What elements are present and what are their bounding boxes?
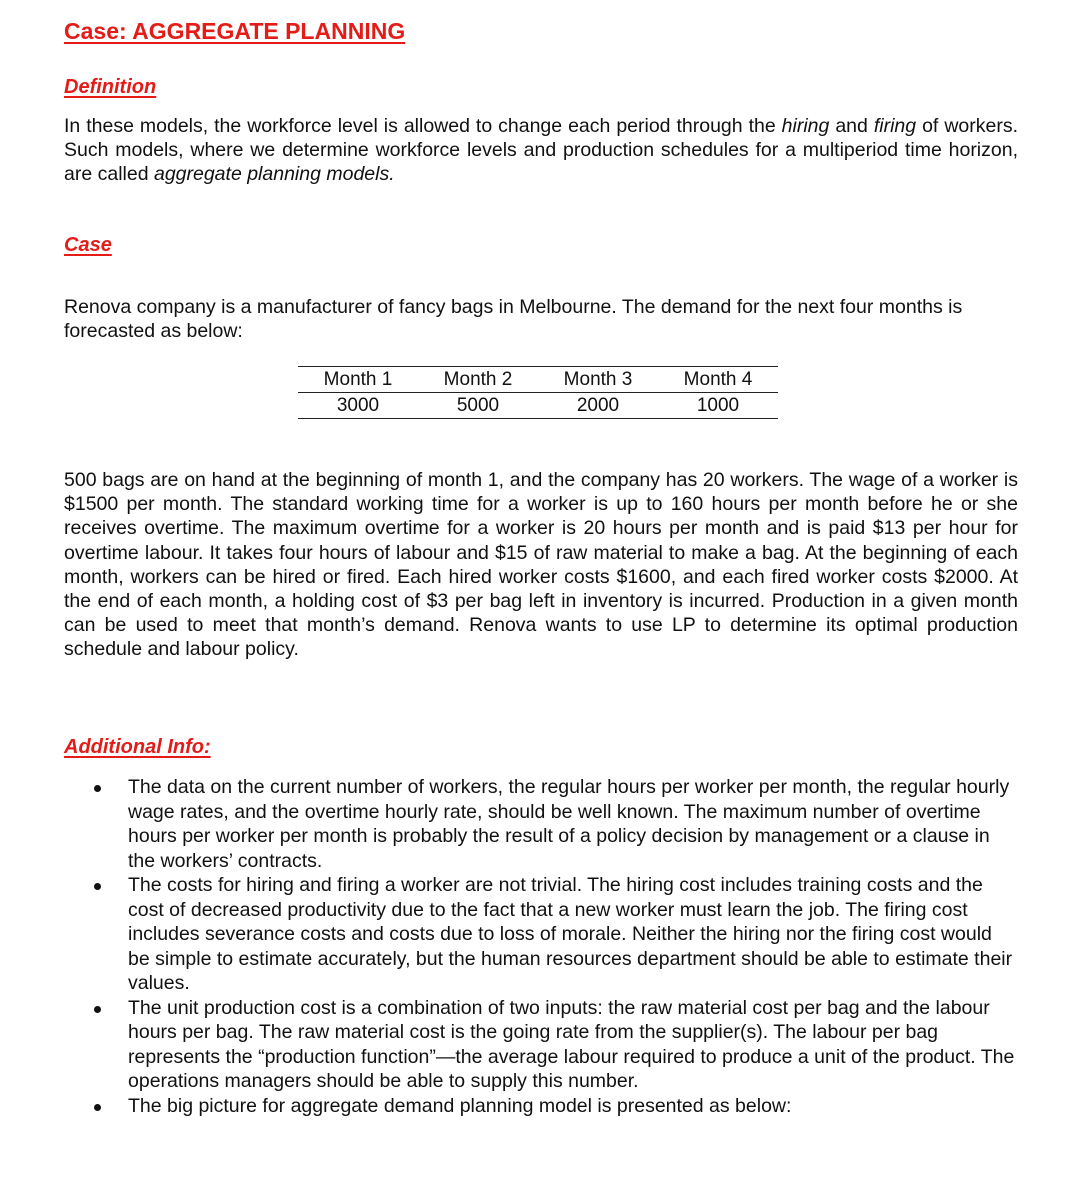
definition-text-part: In these models, the workforce level is allowed to change each period through the (64, 115, 782, 137)
month-2-header: Month 2 (443, 368, 513, 390)
case-title: Case: AGGREGATE PLANNING (64, 18, 406, 44)
case-details-paragraph: 500 bags are on hand at the beginning of month 1, and the company has 20 workers. The wage of a worker is $1500 per month. The standard working time for a worker is up to 160 hours per month before he or she receives overtime. The maximum overtime for a worker is 20 hours per month and is paid $13 per hour for overtime labour. It takes four hours of labour and $15 of raw material to make a bag. At the beginning of each month, workers can be hired or fired. Each hired worker costs $1600, and each fired worker costs $2000. At the end of each month, a holding cost of $3 per bag left in inventory is incurred. Production in a given month can be used to meet that month’s demand. Renova wants to use LP to determine its optimal production schedule and labour policy. (64, 469, 1018, 661)
month-1-demand: 3000 (336, 394, 380, 416)
case-heading: Case (64, 234, 112, 256)
month-2-demand: 5000 (456, 394, 500, 416)
bullet-icon (94, 883, 101, 890)
list-item-text: The big picture for aggregate demand planning model is presented as below: (128, 1094, 792, 1117)
list-item (128, 1094, 1018, 1119)
month-4-demand: 1000 (696, 394, 740, 416)
list-item-text: The data on the current number of workers, the regular hours per worker per month, the regular hourly wage rates, and the overtime hourly rate, should be well known. The maximum number of overtime hours per worker per month is probably the result of a policy decision by management or a clause in the workers’ contracts. (128, 776, 1010, 872)
demand-forecast-table (298, 366, 778, 419)
definition-hiring-term: hiring (781, 115, 830, 137)
list-item (128, 996, 1018, 1094)
definition-firing-term: firing (873, 115, 917, 137)
demand-table-value-row (298, 393, 778, 419)
additional-info-heading: Additional Info: (64, 736, 211, 758)
month-3-demand: 2000 (576, 394, 620, 416)
month-1-header: Month 1 (323, 368, 393, 390)
list-item (128, 873, 1018, 996)
bullet-icon (94, 785, 101, 792)
definition-text-part: of workers. Such models, where we determine workforce levels and production schedules for a multiperiod time horizon, are called (64, 115, 1018, 186)
month-4-header: Month 4 (683, 368, 753, 390)
demand-table-header-row (298, 367, 778, 393)
definition-text-part: and (829, 115, 874, 137)
list-item-text: The unit production cost is a combination of two inputs: the raw material cost per bag and the labour hours per bag. The raw material cost is the going rate from the supplier(s). The labour per bag represents the “production function”—the average labour required to produce a unit of the product. The operations managers should be able to supply this number. (128, 996, 1015, 1092)
case-intro-paragraph: Renova company is a manufacturer of fancy bags in Melbourne. The demand for the next four months is forecasted as below: (64, 296, 963, 343)
definition-aggregate-term: aggregate planning models. (153, 163, 395, 186)
list-item-text: The costs for hiring and firing a worker are not trivial. The hiring cost includes training costs and the cost of decreased productivity due to the fact that a new worker must learn the job. The firing cost includes severance costs and costs due to loss of morale. Neither the hiring nor the firing cost would be simple to estimate accurately, but the human resources department should be able to estimate their values. (128, 874, 1013, 994)
bullet-icon (94, 1006, 101, 1013)
list-item (128, 775, 1018, 873)
additional-info-list (128, 775, 1018, 1118)
month-3-header: Month 3 (563, 368, 633, 390)
definition-heading: Definition (64, 76, 157, 98)
definition-paragraph (64, 114, 1018, 187)
bullet-icon (94, 1104, 101, 1111)
